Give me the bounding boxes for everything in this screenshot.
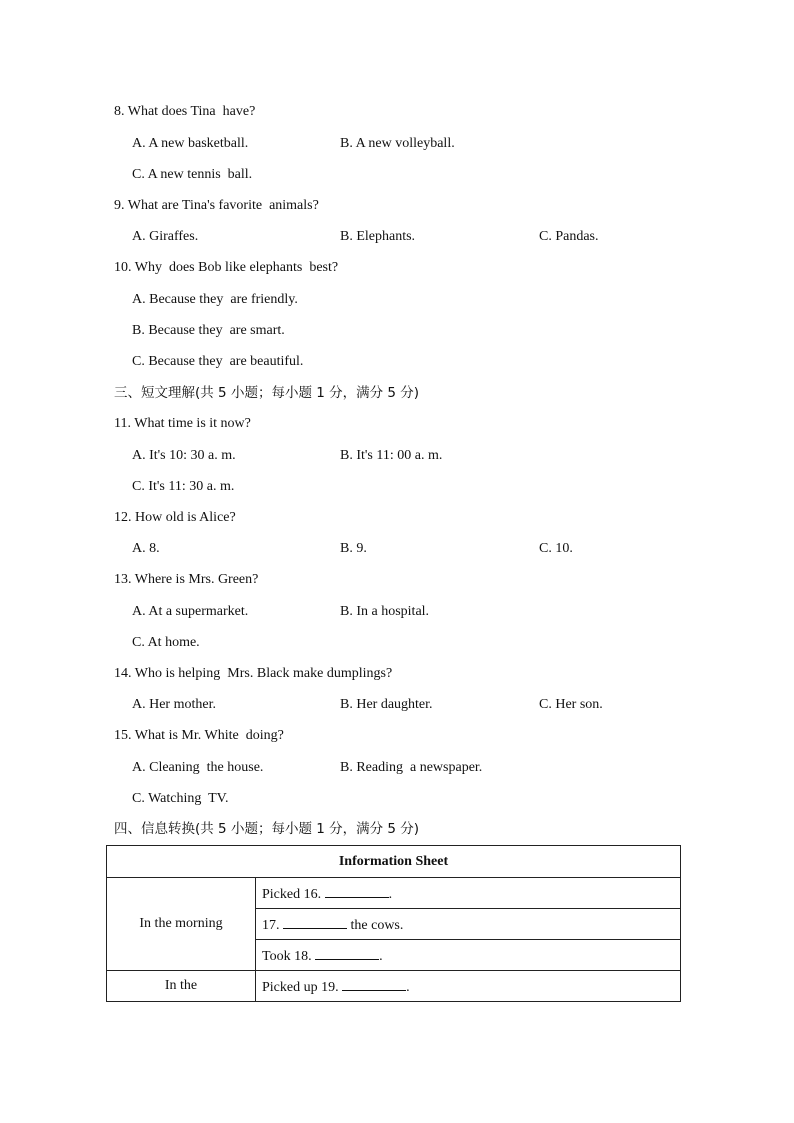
q15-option-a[interactable]: A. Cleaning the house. [132,760,264,775]
q9-option-a[interactable]: A. Giraffes. [132,229,199,244]
q14-option-a[interactable]: A. Her mother. [132,697,216,712]
q10-option-b[interactable]: B. Because they are smart. [132,323,285,338]
row-18-suffix: . [379,949,383,964]
q9-option-c[interactable]: C. Pandas. [539,229,599,244]
q10-option-c[interactable]: C. Because they are beautiful. [132,354,304,369]
q14-option-b[interactable]: B. Her daughter. [340,697,433,712]
q11-option-a[interactable]: A. It's 10: 30 a. m. [132,448,236,463]
row-18-prefix: Took 18. [262,949,316,964]
information-sheet-table [106,845,681,1002]
information-sheet-title: Information Sheet [107,846,681,878]
question-12: 12. How old is Alice? [114,510,236,525]
group-label-morning: In the morning [107,878,256,971]
question-8: 8. What does Tina have? [114,104,256,119]
q13-option-a[interactable]: A. At a supermarket. [132,604,249,619]
question-10: 10. Why does Bob like elephants best? [114,260,339,275]
blank-16[interactable] [325,883,389,898]
q9-option-b[interactable]: B. Elephants. [340,229,416,244]
question-13: 13. Where is Mrs. Green? [114,572,259,587]
q14-option-c[interactable]: C. Her son. [539,697,603,712]
sheet-row-16 [256,878,681,909]
row-16-prefix: Picked 16. [262,887,325,902]
row-17-prefix: 17. [262,918,283,933]
question-9: 9. What are Tina's favorite animals? [114,198,319,213]
question-11: 11. What time is it now? [114,416,251,431]
blank-18[interactable] [315,945,379,960]
section-3-heading: 三、短文理解(共 5 小题；每小题 1 分，满分 5 分) [114,385,420,401]
question-14: 14. Who is helping Mrs. Black make dumplings? [114,666,393,681]
q8-option-c[interactable]: C. A new tennis ball. [132,167,253,182]
q8-option-a[interactable]: A. A new basketball. [132,136,249,151]
q15-option-b[interactable]: B. Reading a newspaper. [340,760,483,775]
q12-option-c[interactable]: C. 10. [539,541,573,556]
q8-option-b[interactable]: B. A new volleyball. [340,136,455,151]
q11-option-b[interactable]: B. It's 11: 00 a. m. [340,448,443,463]
section-4-heading: 四、信息转换(共 5 小题；每小题 1 分，满分 5 分) [114,821,420,837]
blank-19[interactable] [342,976,406,991]
row-16-suffix: . [388,887,393,902]
sheet-row-18 [256,940,681,971]
q11-option-c[interactable]: C. It's 11: 30 a. m. [132,479,235,494]
question-15: 15. What is Mr. White doing? [114,728,284,743]
q15-option-c[interactable]: C. Watching TV. [132,791,229,806]
row-19-prefix: Picked up 19. [262,980,343,995]
row-19-suffix: . [406,980,410,995]
q12-option-b[interactable]: B. 9. [340,541,367,556]
q13-option-b[interactable]: B. In a hospital. [340,604,430,619]
row-17-suffix: the cows. [347,918,404,933]
q12-option-a[interactable]: A. 8. [132,541,160,556]
sheet-row-19 [256,971,681,1002]
blank-17[interactable] [283,914,347,929]
q13-option-c[interactable]: C. At home. [132,635,200,650]
q10-option-a[interactable]: A. Because they are friendly. [132,292,298,307]
group-label-afternoon: In the [107,971,256,1002]
sheet-row-17 [256,909,681,940]
